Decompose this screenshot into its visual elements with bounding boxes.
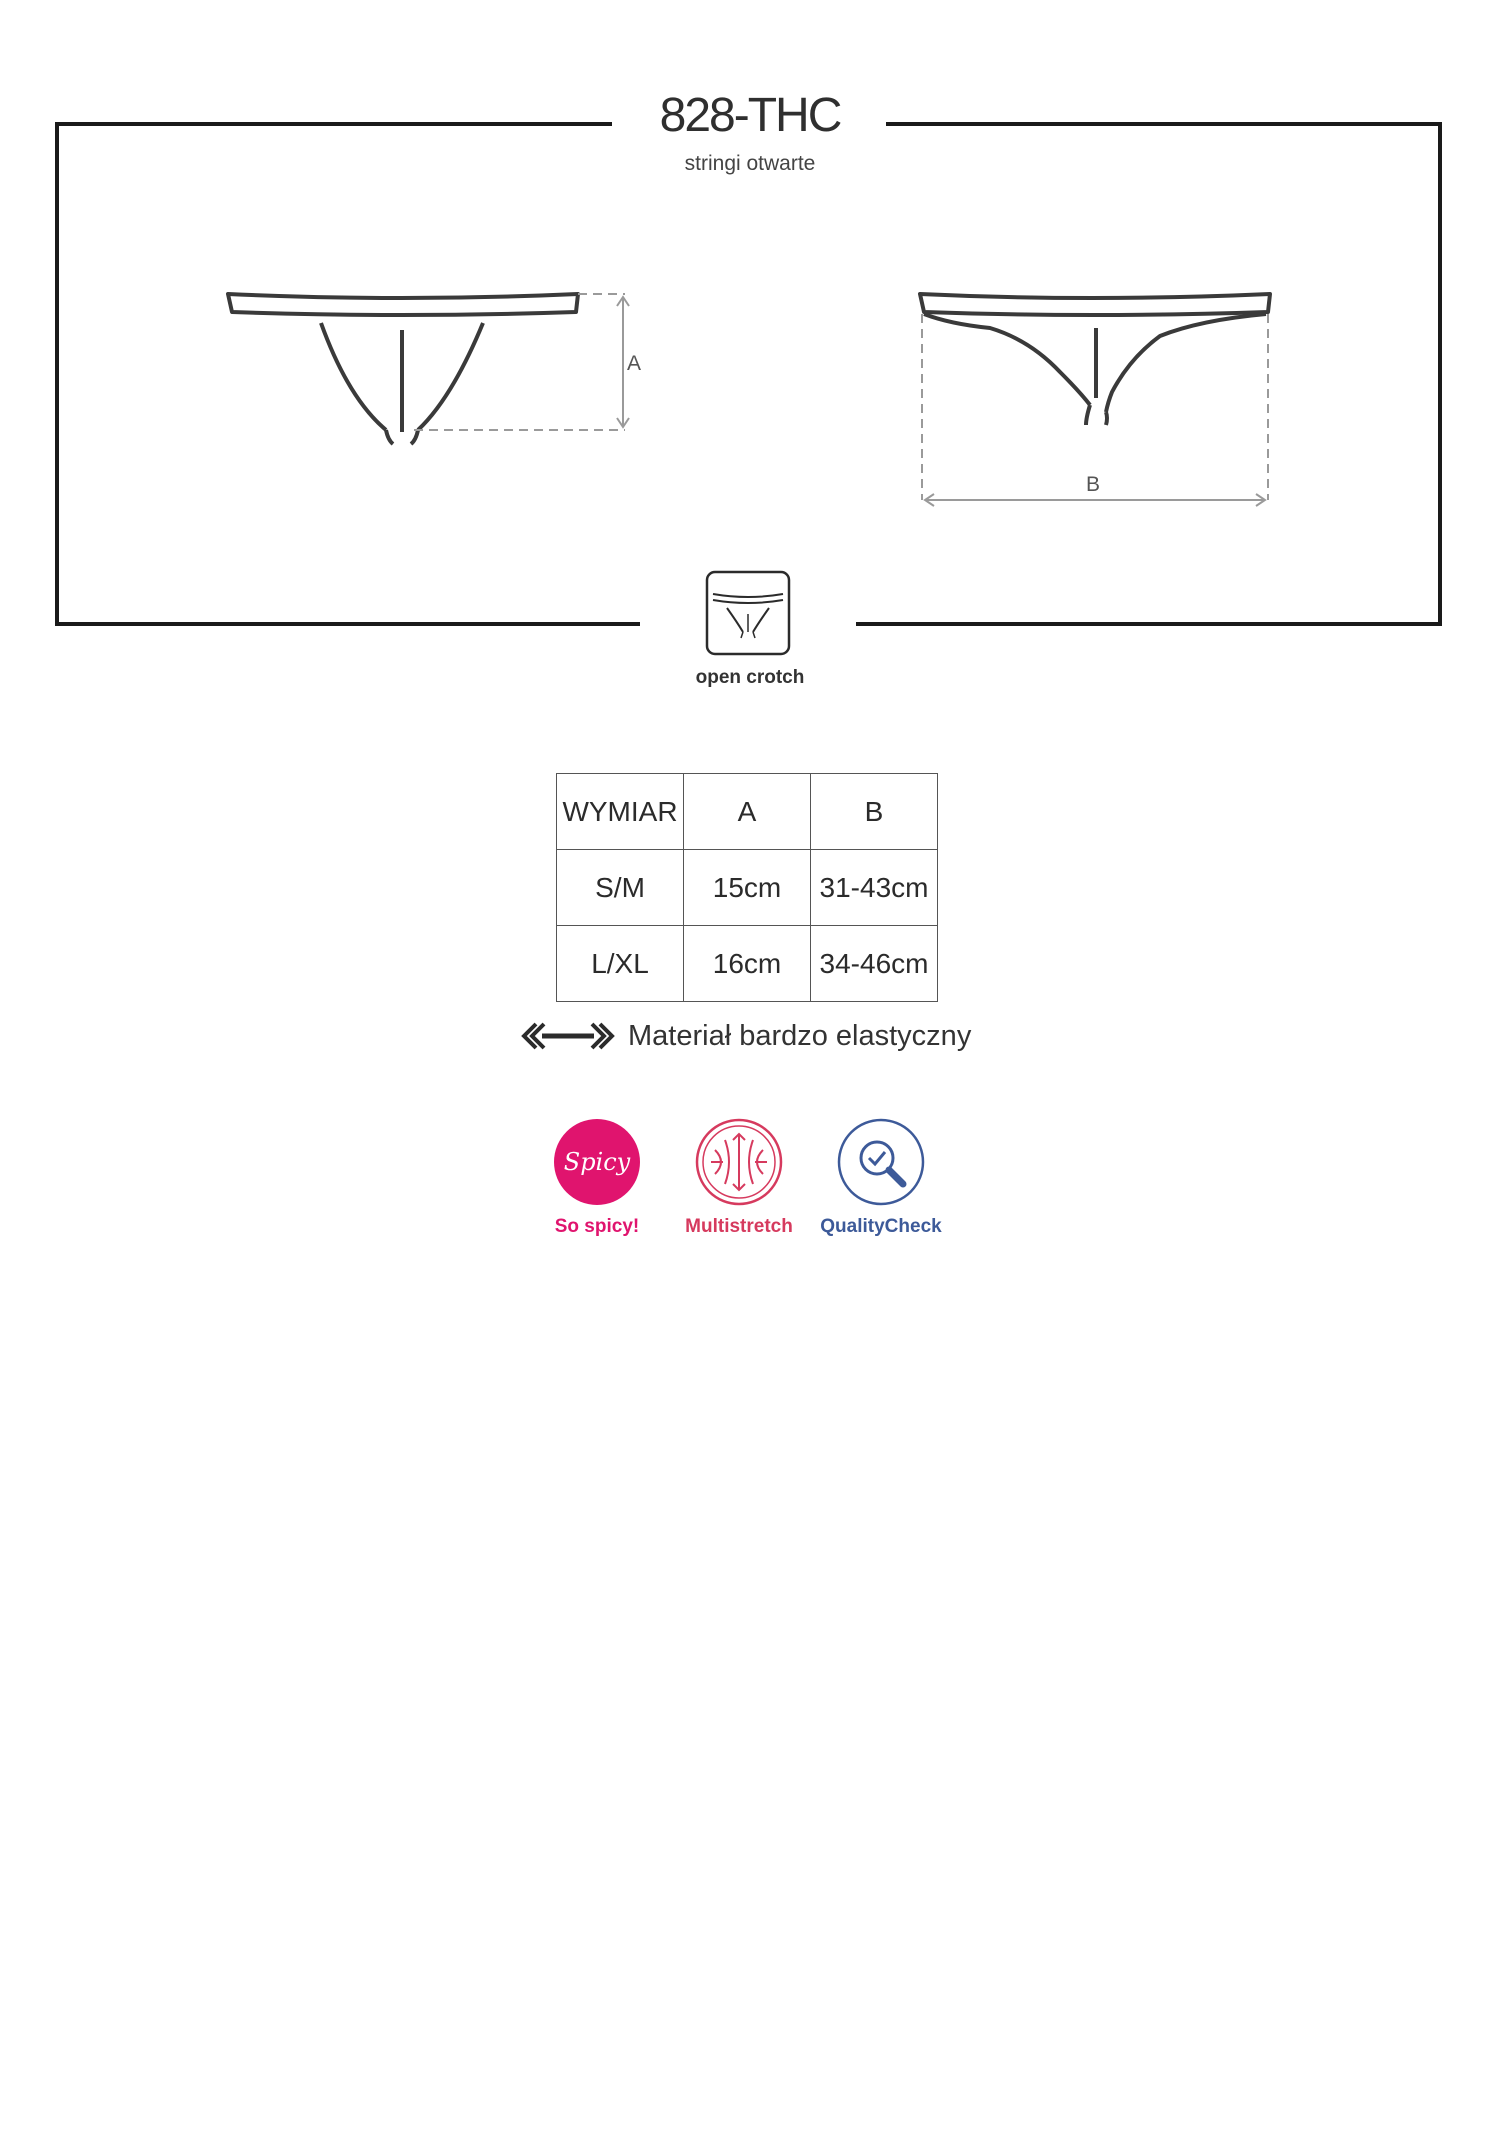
open-crotch-label: open crotch <box>695 667 805 688</box>
dimension-b-label: B <box>1086 473 1101 496</box>
table-cell: 16cm <box>684 926 811 1002</box>
front-view-drawing <box>228 294 578 444</box>
elastic-note <box>520 1016 971 1056</box>
table-row <box>557 926 938 1002</box>
table-row <box>557 850 938 926</box>
table-cell: 34-46cm <box>811 926 938 1002</box>
elastic-text: Materiał bardzo elastyczny <box>628 1019 972 1052</box>
double-arrow-icon <box>520 1021 616 1051</box>
back-view-drawing <box>920 294 1270 425</box>
table-cell: 15cm <box>684 850 811 926</box>
dimension-a-label: A <box>627 352 642 375</box>
badge-label: Multistretch <box>685 1216 793 1237</box>
size-table <box>556 773 938 1002</box>
badge-label: QualityCheck <box>820 1216 942 1237</box>
badge-quality-check <box>796 1118 966 1238</box>
table-header: B <box>811 774 938 850</box>
open-crotch-icon <box>705 570 791 656</box>
product-code: 828-THC <box>659 89 841 142</box>
product-subtitle: stringi otwarte <box>684 152 816 175</box>
table-header-row <box>557 774 938 850</box>
table-cell: L/XL <box>557 926 684 1002</box>
table-cell: 31-43cm <box>811 850 938 926</box>
quality-check-icon <box>837 1118 925 1206</box>
spicy-icon-text: Spicy <box>563 1148 631 1176</box>
table-header: WYMIAR <box>557 774 684 850</box>
badge-label: So spicy! <box>554 1216 640 1237</box>
multistretch-icon <box>695 1118 783 1206</box>
table-cell: S/M <box>557 850 684 926</box>
spicy-icon <box>553 1118 641 1206</box>
table-header: A <box>684 774 811 850</box>
